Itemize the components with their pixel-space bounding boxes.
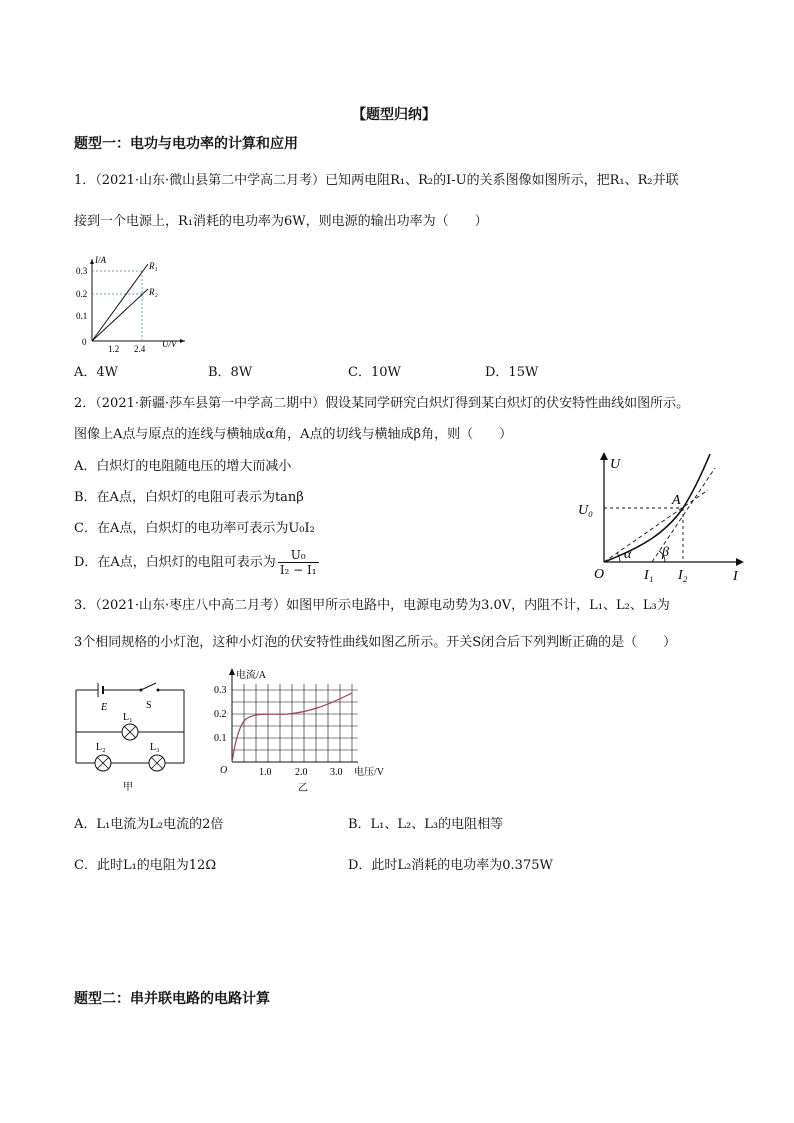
- q2-option-b[interactable]: B．在A点，白炽灯的电阻可表示为tanβ: [74, 490, 304, 505]
- circuit-s-label: S: [146, 700, 152, 711]
- q1-r1-label: R₁: [149, 261, 158, 271]
- q2-option-d[interactable]: [74, 548, 319, 577]
- q1-iu-graph: [70, 255, 190, 355]
- q2-i1-label: I₁: [644, 568, 654, 583]
- q2-option-a[interactable]: A．白炽灯的电阻随电压的增大而减小: [74, 459, 292, 474]
- q1-xtick-2.4: 2.4: [134, 344, 146, 354]
- q3-graph-caption: 乙: [298, 783, 308, 794]
- q2-text-line1: 2．（2021·新疆·莎车县第一中学高二期中）假设某同学研究白炽灯得到某白炽灯的伏安特性曲线如图所示。: [74, 396, 690, 411]
- q1-origin: 0: [82, 337, 87, 347]
- q1-option-a[interactable]: A．4W: [74, 365, 119, 380]
- q2-text-line2: 图像上A点与原点的连线与横轴成α角，A点的切线与横轴成β角，则（ ）: [74, 427, 513, 442]
- fraction-numerator: U₀: [278, 548, 319, 563]
- q3-xtick-1.0: 1.0: [259, 767, 272, 778]
- q2-alpha-label: α: [624, 547, 632, 562]
- q3-option-a[interactable]: A．L₁电流为L₂电流的2倍: [74, 817, 224, 832]
- q1-ytick-0.1: 0.1: [76, 311, 88, 321]
- r1-line: [92, 264, 148, 341]
- q2-option-c[interactable]: C．在A点，白炽灯的电功率可表示为U₀I₂: [74, 521, 315, 536]
- q2-beta-label: β: [662, 545, 669, 560]
- q3-option-b[interactable]: B．L₁、L₂、L₃的电阻相等: [348, 817, 504, 832]
- q1-r2-label: R₂: [149, 287, 158, 297]
- circuit-l1-label: L₁: [123, 712, 133, 723]
- q1-option-d[interactable]: D．15W: [485, 365, 539, 380]
- circuit-l2-label: L₂: [96, 742, 106, 753]
- q2-origin: O: [594, 567, 605, 582]
- q1-text-line1: 1．（2021·山东·微山县第二中学高二月考）已知两电阻R₁、R₂的I-U的关系图像如图所示，把R₁、R₂并联: [74, 173, 679, 188]
- circuit-l3-label: L₃: [150, 742, 160, 753]
- q1-ytick-0.2: 0.2: [76, 289, 88, 299]
- q3-ytick-0.2: 0.2: [214, 709, 227, 720]
- q3-text-line2: 3个相同规格的小灯泡，这种小灯泡的伏安特性曲线如图乙所示。开关S闭合后下列判断正确的是（ ）: [74, 635, 677, 650]
- q3-origin: O: [220, 765, 228, 776]
- q3-circuit-diagram: [68, 678, 198, 796]
- switch-blade: [141, 683, 156, 690]
- q3-text-line1: 3．（2021·山东·枣庄八中高二月考）如图甲所示电路中，电源电动势为3.0V，内阻不计，L₁、L₂、L₃为: [74, 598, 670, 613]
- q1-text-line2: 接到一个电源上，R₁消耗的电功率为6W，则电源的输出功率为（ ）: [74, 214, 488, 229]
- q1-ylabel: I/A: [95, 255, 106, 265]
- q3-xtick-2.0: 2.0: [295, 767, 308, 778]
- q3-iv-graph: [212, 662, 402, 796]
- q2-option-d-text: D．在A点，白炽灯的电阻可表示为: [74, 555, 276, 570]
- section-title-2: 题型二：串并联电路的电路计算: [74, 991, 270, 1007]
- q3-option-d[interactable]: D．此时L₂消耗的电功率为0.375W: [348, 858, 553, 873]
- q3-ylabel: 电流/A: [236, 670, 266, 681]
- q1-xtick-1.2: 1.2: [108, 344, 120, 354]
- q3-option-c[interactable]: C．此时L₁的电阻为12Ω: [74, 858, 217, 873]
- circuit-e-label: E: [101, 702, 108, 713]
- q2-ylabel: U: [610, 457, 621, 472]
- q2-ui-graph: [570, 448, 750, 588]
- q1-ytick-0.3: 0.3: [76, 266, 88, 276]
- q3-ytick-0.3: 0.3: [214, 685, 227, 696]
- graph-grid: [232, 684, 358, 762]
- q2-option-d-fraction: [278, 548, 319, 577]
- q1-option-c[interactable]: C．10W: [348, 365, 401, 380]
- q2-point-a-label: A: [672, 493, 681, 508]
- q3-xtick-3.0: 3.0: [330, 767, 343, 778]
- q2-xlabel: I: [733, 569, 738, 584]
- page-title: 【题型归纳】: [352, 107, 436, 123]
- q1-xlabel: U/V: [162, 339, 177, 349]
- r2-line: [92, 289, 148, 341]
- q3-xlabel: 电压/V: [354, 767, 384, 778]
- q2-i2-label: I₂: [678, 568, 688, 583]
- q1-option-b[interactable]: B．8W: [208, 365, 253, 380]
- fraction-denominator: I₂ − I₁: [279, 563, 317, 577]
- section-title-1: 题型一：电功与电功率的计算和应用: [74, 136, 298, 152]
- q2-u0-label: U₀: [578, 503, 593, 518]
- q3-ytick-0.1: 0.1: [214, 733, 227, 744]
- oa-line: [604, 490, 708, 562]
- circuit-caption: 甲: [123, 782, 133, 793]
